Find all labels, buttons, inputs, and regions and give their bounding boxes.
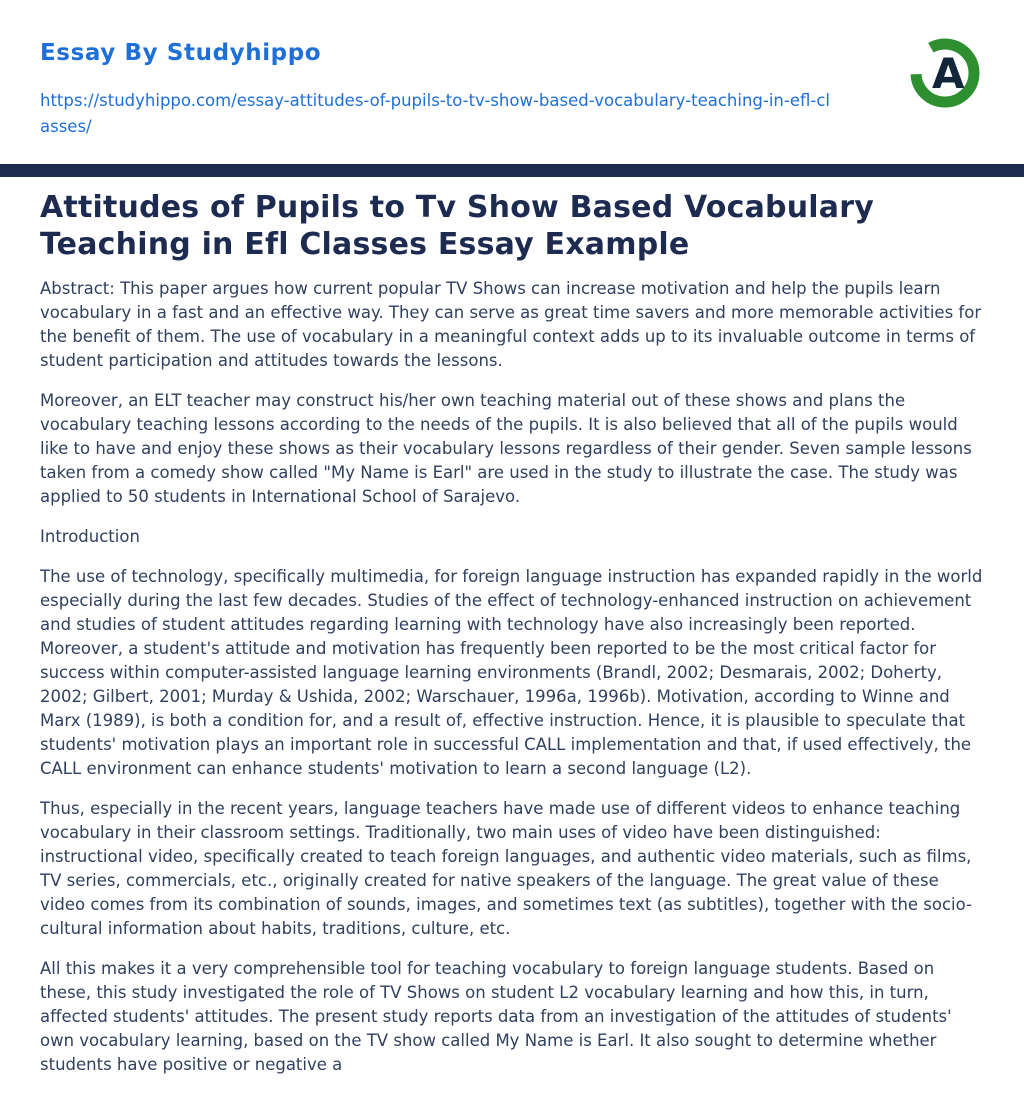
- studyhippo-logo: [910, 38, 980, 108]
- divider-bar: [0, 164, 1024, 177]
- header-text-block: [40, 40, 830, 140]
- site-title: Essay By Studyhippo: [40, 40, 322, 66]
- logo-icon: [910, 38, 980, 108]
- article-body: [0, 177, 1024, 1077]
- article-title: Attitudes of Pupils to Tv Show Based Vocabulary Teaching in Efl Classes Essay Example: [40, 190, 874, 262]
- page-header: [0, 0, 1024, 140]
- paragraph-technology: The use of technology, specifically multimedia, for foreign language instruction has expanded rapidly in the world especially during the last few decades. Studies of the effect of technology-enhanced instruction on achievement and studies of student attitudes regarding learning with technology have also increasingly been reported. Moreover, a student's attitude and motivation has frequently been reported to be the most critical factor for success within computer-assisted language learning environments (Brandl, 2002; Desmarais, 2002; Doherty, 2002; Gilbert, 2001; Murday & Ushida, 2002; Warschauer, 1996a, 1996b). Motivation, according to Winne and Marx (1989), is both a condition for, and a result of, effective instruction. Hence, it is plausible to speculate that students' motivation plays an important role in successful CALL implementation and that, if used effectively, the CALL environment can enhance students' motivation to learn a second language (L2).: [40, 567, 983, 778]
- paragraph-moreover: Moreover, an ELT teacher may construct his/her own teaching material out of these shows and plans the vocabulary teaching lessons according to the needs of the pupils. It is also believed that all of the pupils would like to have and enjoy these shows as their vocabulary lessons regardless of their gender. Seven sample lessons taken from a comedy show called "My Name is Earl" are used in the study to illustrate the case. The study was applied to 50 students in International School of Sarajevo.: [40, 391, 972, 506]
- paragraph-videos: Thus, especially in the recent years, language teachers have made use of different videos to enhance teaching vocabulary in their classroom settings. Traditionally, two main uses of video have been distinguished: instructional video, specifically created to teach foreign languages, and authentic video materials, such as films, TV series, commercials, etc., originally created for native speakers of the language. The great value of these video comes from its combination of sounds, images, and sometimes text (as subtitles), together with the socio-cultural information about habits, traditions, culture, etc.: [40, 799, 973, 938]
- paragraph-conclusion-truncated: All this makes it a very comprehensible tool for teaching vocabulary to foreign language students. Based on these, this study investigated the role of TV Shows on student L2 vocabulary learning and how this, in turn, affected students' attitudes. The present study reports data from an investigation of the attitudes of students' own vocabulary learning, based on the TV show called My Name is Earl. It also sought to determine whether students have positive or negative a: [40, 959, 952, 1074]
- source-url-link[interactable]: https://studyhippo.com/essay-attitudes-of-pupils-to-tv-show-based-vocabulary-teaching-in-efl-classes/: [40, 91, 830, 136]
- paragraph-abstract: Abstract: This paper argues how current popular TV Shows can increase motivation and help the pupils learn vocabulary in a fast and an effective way. They can serve as great time savers and more memorable activities for the benefit of them. The use of vocabulary in a meaningful context adds up to its invaluable outcome in terms of student participation and attitudes towards the lessons.: [40, 279, 982, 370]
- section-heading-introduction: Introduction: [40, 527, 140, 546]
- logo-letter: A: [932, 49, 965, 98]
